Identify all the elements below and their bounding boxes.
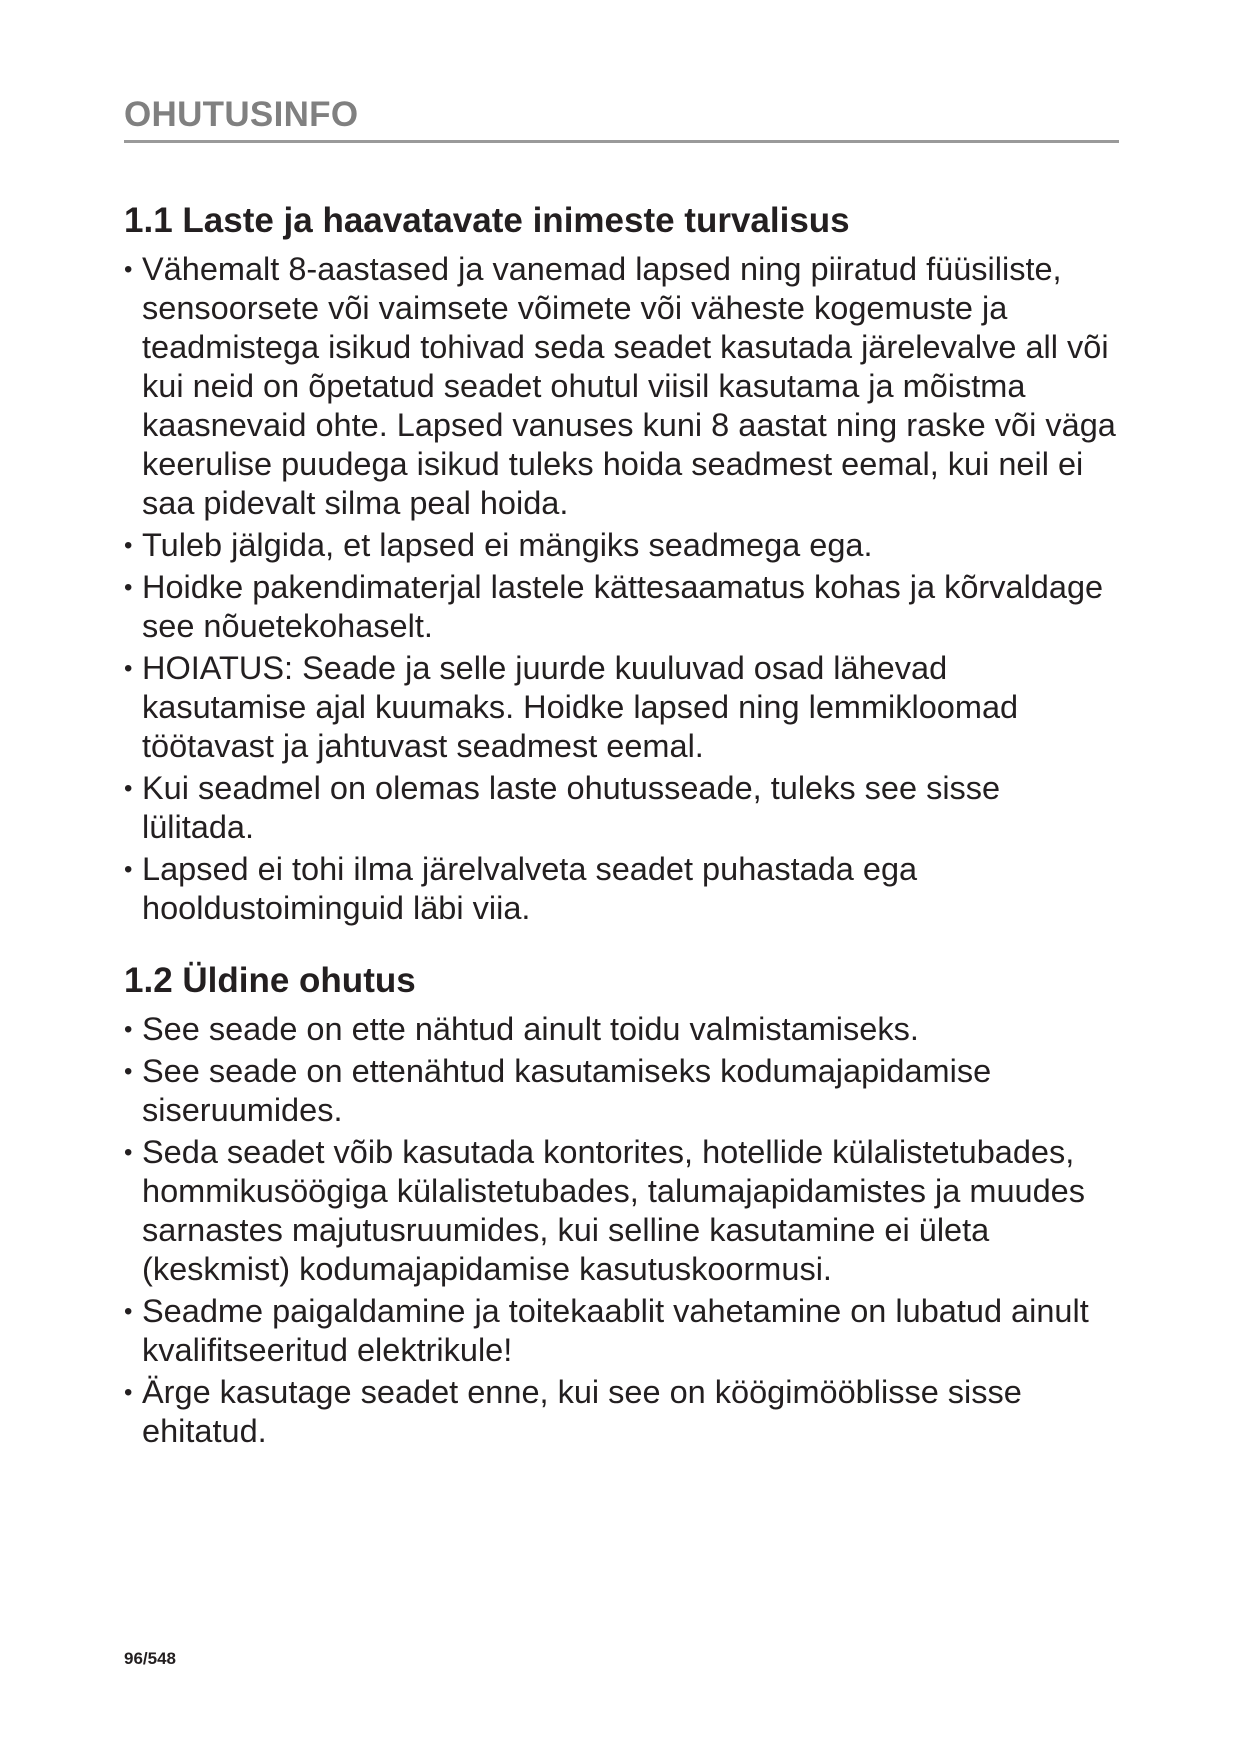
list-item xyxy=(124,1133,1119,1289)
page-header xyxy=(124,92,1119,138)
page-title: OHUTUSINFO xyxy=(124,95,359,134)
list-item xyxy=(124,1292,1119,1370)
header-divider xyxy=(124,140,1119,143)
bullet-list xyxy=(124,250,1119,928)
list-item-text: Hoidke pakendimaterjal lastele kättesaamatus kohas ja kõrvaldage see nõuetekohaselt. xyxy=(142,569,1104,644)
document-page xyxy=(124,0,1119,1754)
list-item xyxy=(124,1373,1119,1451)
list-item-text: See seade on ette nähtud ainult toidu valmistamiseks. xyxy=(142,1011,919,1047)
list-item xyxy=(124,769,1119,847)
bullet-icon: • xyxy=(124,1379,133,1406)
list-item-text: Seadme paigaldamine ja toitekaablit vahetamine on lubatud ainult kvalifitseeritud elektrikule! xyxy=(142,1293,1089,1368)
list-item-text: Ärge kasutage seadet enne, kui see on köögimööblisse sisse ehitatud. xyxy=(142,1374,1022,1449)
section-child-safety xyxy=(124,198,1119,928)
list-item-text: HOIATUS: Seade ja selle juurde kuuluvad osad lähevad kasutamise ajal kuumaks. Hoidke lapsed ning lemmikloomad töötavast ja jahtuvast seadmest eemal. xyxy=(142,650,1019,764)
bullet-icon: • xyxy=(124,775,133,802)
list-item-text: Kui seadmel on olemas laste ohutusseade, tuleks see sisse lülitada. xyxy=(142,770,1001,845)
section-title: 1.1 Laste ja haavatavate inimeste turvalisus xyxy=(124,201,850,240)
list-item xyxy=(124,1010,1119,1049)
bullet-icon: • xyxy=(124,532,133,559)
list-item-text: Lapsed ei tohi ilma järelvalveta seadet puhastada ega hooldustoiminguid läbi viia. xyxy=(142,851,918,926)
list-item xyxy=(124,850,1119,928)
list-item xyxy=(124,568,1119,646)
bullet-icon: • xyxy=(124,574,133,601)
bullet-list xyxy=(124,1010,1119,1451)
list-item-text: Tuleb jälgida, et lapsed ei mängiks seadmega ega. xyxy=(142,527,873,563)
list-item-text: Seda seadet võib kasutada kontorites, hotellide külalistetubades, hommikusöögiga külalistetubades, talumajapidamistes ja muudes sarnastes majutusruumides, kui selline kasutamine ei ületa (keskmist) kodumajapidamise kasutuskoormusi. xyxy=(142,1134,1086,1287)
bullet-icon: • xyxy=(124,655,133,682)
bullet-icon: • xyxy=(124,1058,133,1085)
bullet-icon: • xyxy=(124,256,133,283)
bullet-icon: • xyxy=(124,1298,133,1325)
bullet-icon: • xyxy=(124,1139,133,1166)
list-item-text: Vähemalt 8-aastased ja vanemad lapsed ning piiratud füüsiliste, sensoorsete või vaimsete võimete või väheste kogemuste ja teadmistega isikud tohivad seda seadet kasutada järelevalve all või kui neid on õpetatud seadet ohutul viisil kasutama ja mõistma kaasnevaid ohte. Lapsed vanuses kuni 8 aastat ning raske või väga keerulise puudega isikud tuleks hoida seadmest eemal, kui neil ei saa pidevalt silma peal hoida. xyxy=(142,251,1116,521)
list-item xyxy=(124,526,1119,565)
section-general-safety xyxy=(124,958,1119,1451)
page-content xyxy=(124,198,1119,1454)
bullet-icon: • xyxy=(124,1016,133,1043)
list-item xyxy=(124,1052,1119,1130)
list-item xyxy=(124,250,1119,523)
list-item xyxy=(124,649,1119,766)
section-title: 1.2 Üldine ohutus xyxy=(124,961,416,1000)
bullet-icon: • xyxy=(124,856,133,883)
list-item-text: See seade on ettenähtud kasutamiseks kodumajapidamise siseruumides. xyxy=(142,1053,992,1128)
page-number: 96/548 xyxy=(124,1649,176,1668)
